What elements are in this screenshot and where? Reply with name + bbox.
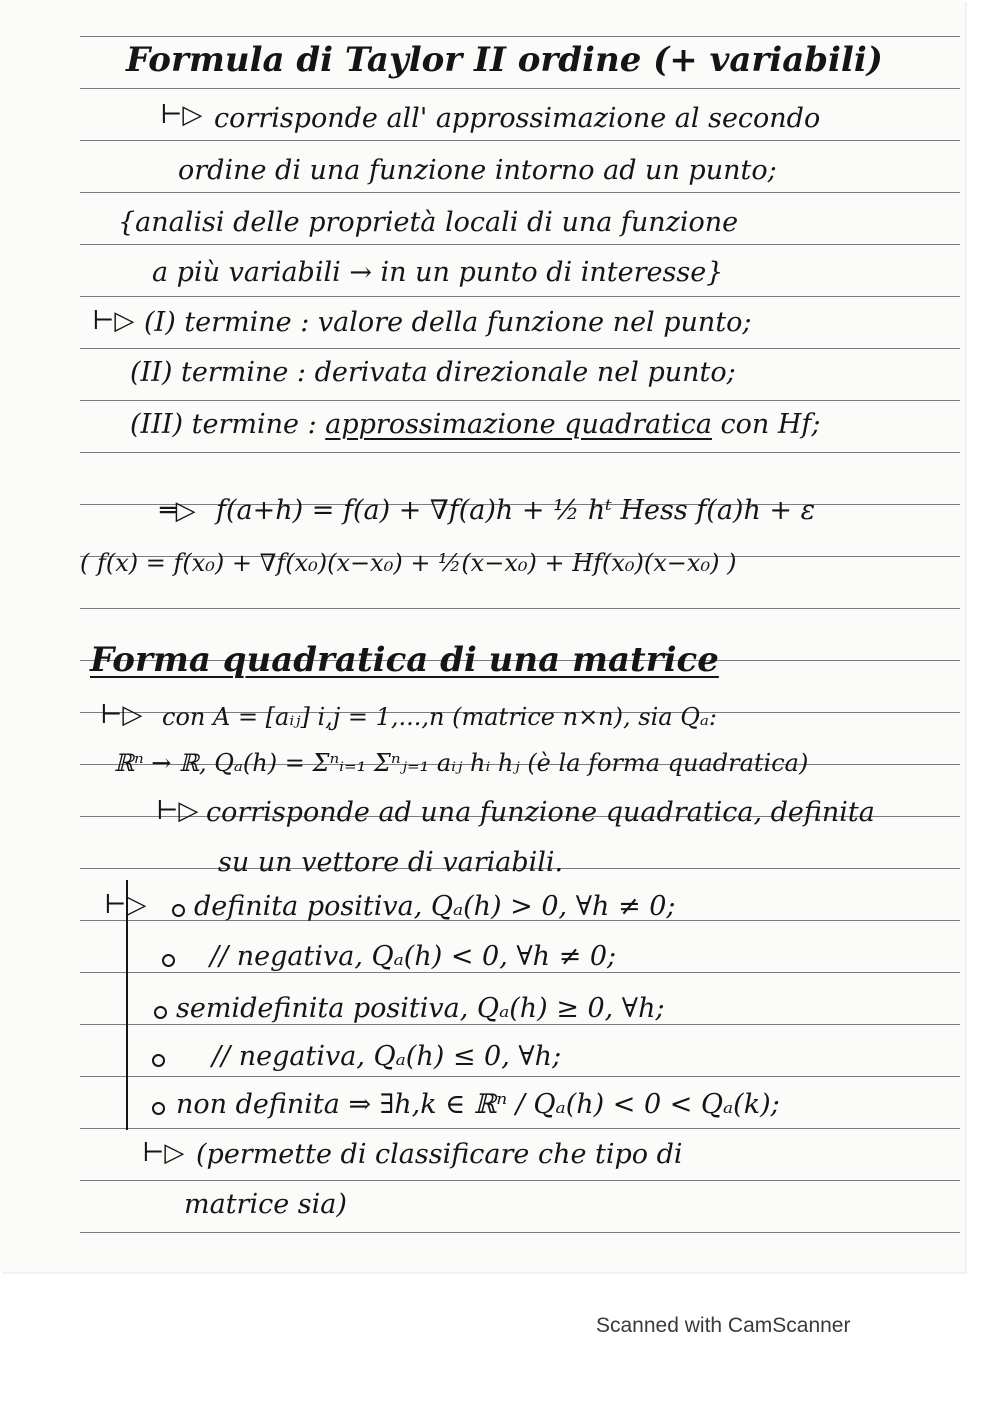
note-line: (permette di classificare che tipo di (196, 1139, 683, 1170)
term-line: (II) termine : derivata direzionale nel punto; (130, 357, 736, 388)
arrow-icon: ⊢▷ (160, 100, 203, 130)
scanner-watermark: Scanned with CamScanner (596, 1314, 851, 1337)
arrow-icon: ⊢▷ (142, 1138, 185, 1168)
text-line: ordine di una funzione intorno ad un punto; (178, 155, 777, 186)
taylor-formula-expanded: ( f(x) = f(x₀) + ∇f(x₀)(x−x₀) + ½(x−x₀) + Hf(x₀)(x−x₀) ) (80, 549, 737, 577)
bullet-icon (172, 904, 185, 917)
notebook-rule (80, 140, 960, 141)
text-line: {analisi delle proprietà locali di una funzione (118, 207, 739, 238)
notebook-rule (80, 400, 960, 401)
arrow-icon: ⊢▷ (100, 700, 143, 730)
notebook-rule (80, 192, 960, 193)
case-item: semidefinita positiva, Qₐ(h) ≥ 0, ∀h; (176, 993, 665, 1024)
notebook-rule (80, 244, 960, 245)
text-line: corrisponde ad una funzione quadratica, definita (206, 797, 875, 828)
text-line: ℝⁿ → ℝ, Qₐ(h) = Σⁿᵢ₌₁ Σⁿⱼ₌₁ aᵢⱼ hᵢ hⱼ (è la forma quadratica) (114, 749, 809, 777)
text-line: con A = [aᵢⱼ] i,j = 1,...,n (matrice n×n), sia Qₐ: (162, 703, 717, 731)
arrow-icon: ⊢▷ (156, 796, 199, 826)
arrow-icon: ⊢▷ (92, 306, 135, 336)
term3-underlined: approssimazione quadratica (325, 409, 712, 440)
notebook-rule (80, 452, 960, 453)
section-title-taylor: Formula di Taylor II ordine (+ variabili) (126, 40, 883, 80)
section-title-quadratic-form: Forma quadratica di una matrice (90, 640, 719, 680)
notebook-rule (80, 1076, 960, 1077)
term-line: (I) termine : valore della funzione nel punto; (144, 307, 752, 338)
text-line: a più variabili → in un punto di interesse} (152, 257, 724, 288)
notebook-rule (80, 608, 960, 609)
note-line: matrice sia) (184, 1189, 347, 1220)
notebook-rule (80, 296, 960, 297)
notebook-rule (80, 88, 960, 89)
notebook-rule (80, 1232, 960, 1233)
text-line: corrisponde all' approssimazione al secondo (214, 103, 821, 134)
bullet-icon (154, 1006, 167, 1019)
notebook-rule (80, 1180, 960, 1181)
arrow-icon: ⊢▷ (104, 890, 147, 920)
case-item: // negativa, Qₐ(h) ≤ 0, ∀h; (212, 1041, 562, 1072)
notebook-rule (80, 348, 960, 349)
implies-icon: ═▷ (160, 496, 196, 526)
term-line (130, 408, 821, 442)
case-item: non definita ⇒ ∃h,k ∈ ℝⁿ / Qₐ(h) < 0 < Qₐ(k); (176, 1089, 780, 1120)
bullet-icon (162, 954, 175, 967)
taylor-formula: f(a+h) = f(a) + ∇f(a)h + ½ hᵗ Hess f(a)h + ε (216, 495, 816, 526)
case-item: definita positiva, Qₐ(h) > 0, ∀h ≠ 0; (194, 891, 676, 922)
bullet-icon (152, 1054, 165, 1067)
bullet-icon (152, 1102, 165, 1115)
case-item: // negativa, Qₐ(h) < 0, ∀h ≠ 0; (210, 941, 617, 972)
term3-suffix: con Hf; (711, 409, 821, 440)
notebook-rule (80, 1128, 960, 1129)
notebook-rule (80, 36, 960, 37)
text-line: su un vettore di variabili. (218, 847, 564, 878)
term3-prefix: (III) termine : (130, 409, 326, 440)
